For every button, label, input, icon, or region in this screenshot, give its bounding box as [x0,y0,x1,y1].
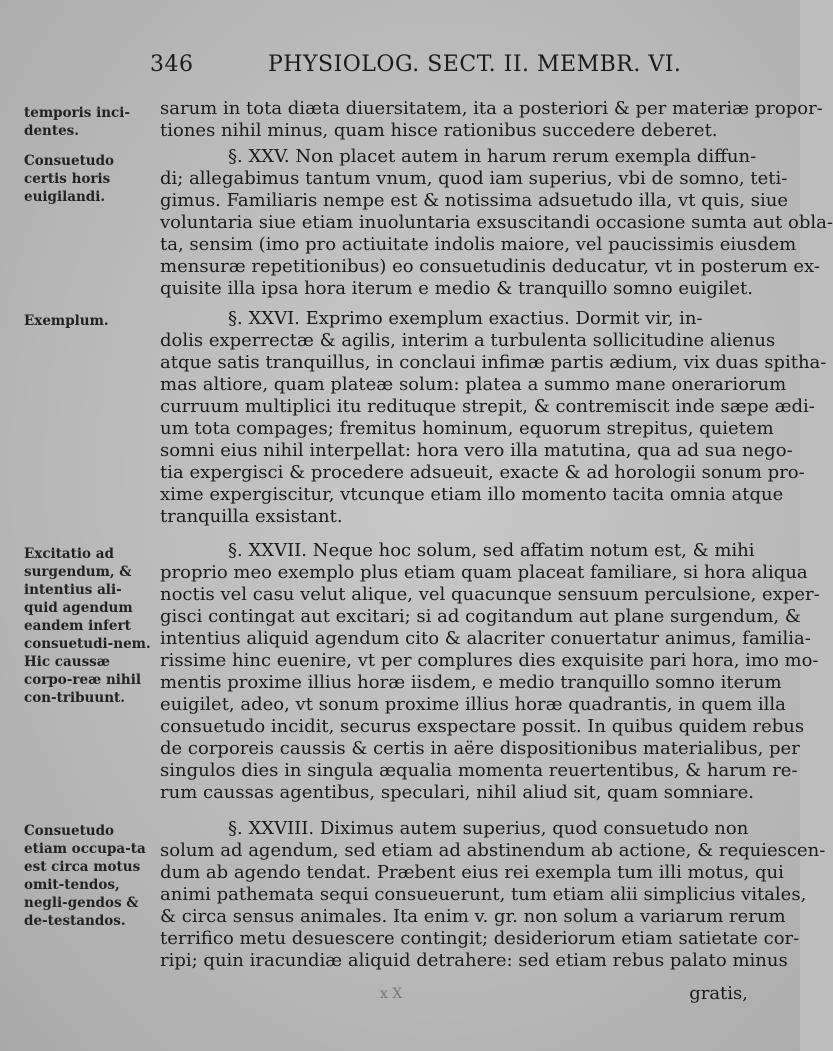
text-line: somni eius nihil interpellat: hora vero illa matutina, qua ad sua nego- [160,440,793,461]
text-line: noctis vel casu velut alique, vel quacunque sensuum perculsione, exper- [160,584,820,605]
margin-note: temporis inci-dentes. [24,105,130,139]
text-line: & circa sensus animales. Ita enim v. gr. non solum a variarum rerum [160,906,786,927]
text-line: tiones nihil minus, quam hisce rationibus succedere deberet. [160,120,718,141]
text-line: mensuræ repetitionibus) eo consuetudinis deducatur, vt in posterum ex- [160,256,820,277]
text-line: um tota compages; fremitus hominum, equorum strepitus, quietem [160,418,774,439]
running-head: PHYSIOLOG. SECT. II. MEMBR. VI. [268,52,682,77]
text-line: solum ad agendum, sed etiam ad abstinendum ab actione, & requiescen- [160,840,826,861]
text-line: dolis experrectæ & agilis, interim a turbulenta sollicitudine alienus [160,330,776,351]
text-line: gimus. Familiaris nempe est & notissima adsuetudo illa, vt quis, siue [160,190,788,211]
text-line: ta, sensim (imo pro actiuitate indolis maiore, vel paucissimis eiusdem [160,234,797,255]
text-line: singulos dies in singula æqualia momenta reuertentibus, & harum re- [160,760,798,781]
signature-mark: x X [380,986,403,1002]
text-line: terrifico metu desuescere contingit; desideriorum etiam satietate cor- [160,928,800,949]
text-line: quisite illa ipsa hora iterum e medio & tranquillo somno euigilet. [160,278,754,299]
text-line: §. XXVIII. Diximus autem superius, quod consuetudo non [228,818,749,839]
text-line: rum caussas agentibus, speculari, nihil aliud sit, quam somniare. [160,782,754,803]
margin-note: Consuetudo certis horis euigilandi. [24,153,115,205]
text-line: tranquilla exsistant. [160,506,343,527]
text-line: atque satis tranquillus, in conclaui infimæ partis ædium, vix duas spitha- [160,352,827,373]
text-line: sarum in tota diæta diuersitatem, ita a posteriori & per materiæ propor- [160,98,823,119]
text-line: §. XXVII. Neque hoc solum, sed affatim notum est, & mihi [228,540,755,561]
text-line: proprio meo exemplo plus etiam quam placeat familiare, si hora aliqua [160,562,808,583]
text-line: mentis proxime illius horæ iisdem, e medio tranquillo somno iterum [160,672,782,693]
text-line: consuetudo incidit, securus exspectare possit. In quibus quidem rebus [160,716,805,737]
margin-note: Exemplum. [24,313,109,329]
text-line: di; allegabimus tantum vnum, quod iam superius, vbi de somno, teti- [160,168,788,189]
text-line: animi pathemata sequi consueuerunt, tum etiam alii simplicius vitales, [160,884,807,905]
text-line: xime expergiscitur, vtcunque etiam illo momento tacita omnia atque [160,484,784,505]
text-line: rissime hinc euenire, vt per complures dies exquisite pari hora, imo mo- [160,650,819,671]
text-line: voluntaria siue etiam inuoluntaria exsuscitandi occasione sumta aut obla- [160,212,833,233]
text-line: §. XXVI. Exprimo exemplum exactius. Dormit vir, in- [228,308,703,329]
text-line: tia expergisci & procedere adsueuit, exacte & ad horologii sonum pro- [160,462,805,483]
margin-note: Consuetudo etiam occupa-ta est circa motus omit-tendos, negli-gendos & de-testandos. [24,823,146,929]
text-line: ripi; quin iracundiæ aliquid detrahere: sed etiam rebus palato minus [160,950,788,971]
text-line: euigilet, adeo, vt sonum proxime illius horæ quadrantis, in quem illa [160,694,786,715]
text-line: mas altiore, quam plateæ solum: platea a summo mane onerariorum [160,374,787,395]
text-line: gisci contingat aut excitari; si ad cogitandum aut plane surgendum, & [160,606,801,627]
text-line: curruum multiplici itu redituque strepit, & contremiscit inde sæpe ædi- [160,396,815,417]
catchword: gratis, [689,983,748,1004]
page-number: 346 [150,52,194,77]
text-line: §. XXV. Non placet autem in harum rerum exempla diffun- [228,146,757,167]
text-line: intentius aliquid agendum cito & alacriter conuertatur animus, familia- [160,628,811,649]
text-line: dum ab agendo tendat. Præbent eius rei exempla tum illi motus, qui [160,862,784,883]
page-header [150,52,750,84]
margin-note: Excitatio ad surgendum, & intentius ali-quid agendum eandem infert consuetudi-nem. Hic caussæ corpo-reæ nihil con-tribuunt. [24,546,151,706]
text-line: de corporeis caussis & certis in aëre dispositionibus materialibus, per [160,738,800,759]
